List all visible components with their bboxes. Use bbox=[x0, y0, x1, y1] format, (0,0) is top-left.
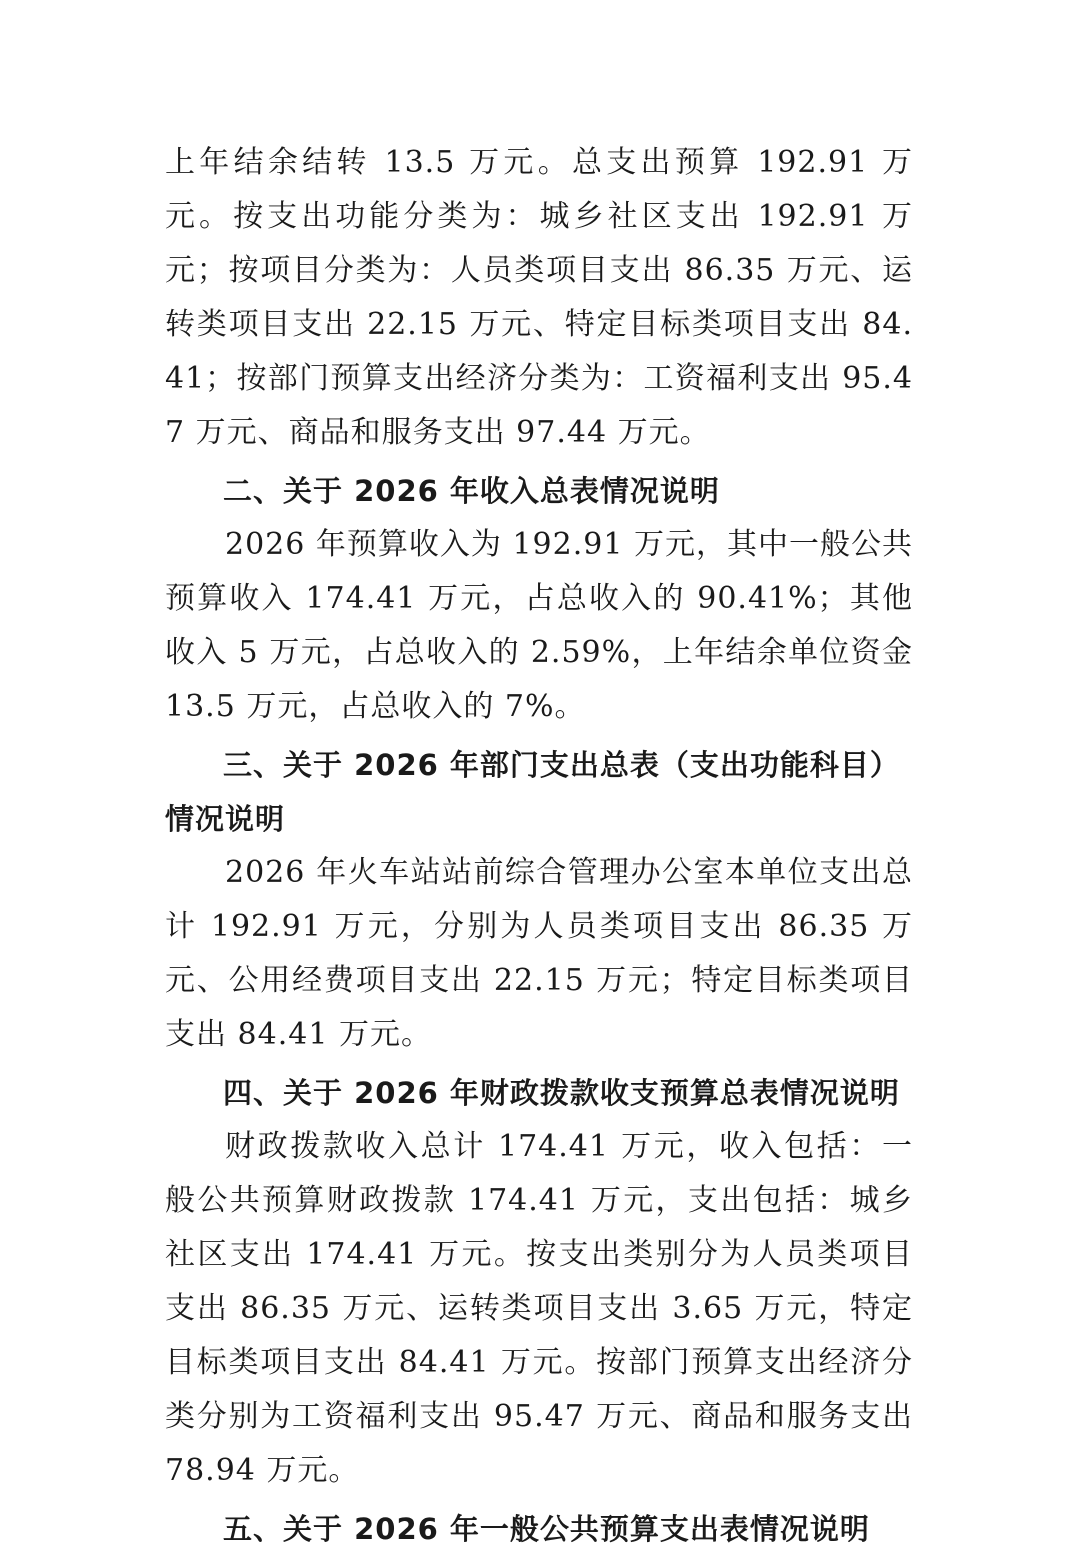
paragraph-income-summary: 2026 年预算收入为 192.91 万元，其中一般公共预算收入 174.41 万元，占总收入的 90.41%；其他收入 5 万元，占总收入的 2.59%，上年结余单位资金 13.5 万元，占总收入的 7%。 bbox=[165, 527, 913, 724]
paragraph-carryover-summary: 上年结余结转 13.5 万元。总支出预算 192.91 万元。按支出功能分类为：城乡社区支出 192.91 万元；按项目分类为：人员类项目支出 86.35 万元、运转类项目支出 22.15 万元、特定目标类项目支出 84.41；按部门预算支出经济分类为：工资福利支出 95.47 万元、商品和服务支出 97.44 万元。 bbox=[165, 145, 913, 450]
heading-section-4: 四、关于 2026 年财政拨款收支预算总表情况说明 bbox=[223, 1076, 900, 1110]
heading-section-5: 五、关于 2026 年一般公共预算支出表情况说明 bbox=[223, 1512, 870, 1546]
paragraph-fiscal-appropriation: 财政拨款收入总计 174.41 万元，收入包括：一般公共预算财政拨款 174.41 万元，支出包括：城乡社区支出 174.41 万元。按支出类别分为人员类项目支出 86.35 万元、运转类项目支出 3.65 万元，特定目标类项目支出 84.41 万元。按部门预算支出经济分类分别为工资福利支出 95.47 万元、商品和服务支出 78.94 万元。 bbox=[165, 1129, 913, 1488]
document-body bbox=[165, 136, 913, 1556]
heading-section-2: 二、关于 2026 年收入总表情况说明 bbox=[223, 474, 720, 508]
paragraph-expenditure-summary: 2026 年火车站站前综合管理办公室本单位支出总计 192.91 万元，分别为人员类项目支出 86.35 万元、公用经费项目支出 22.15 万元；特定目标类项目支出 84.41 万元。 bbox=[165, 855, 913, 1052]
heading-section-3: 三、关于 2026 年部门支出总表（支出功能科目）情况说明 bbox=[165, 748, 900, 836]
